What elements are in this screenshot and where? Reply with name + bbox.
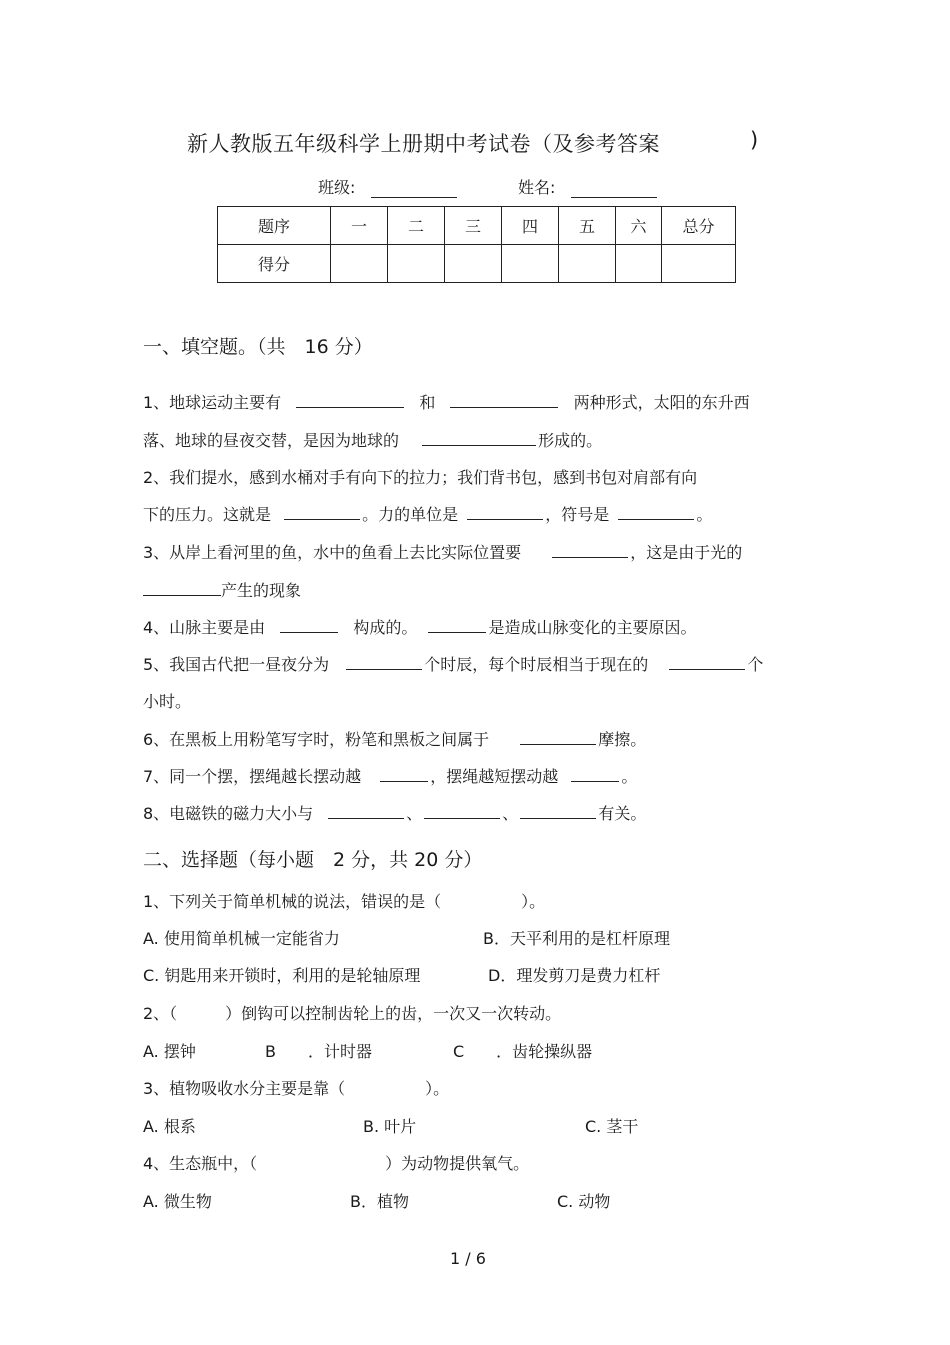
name-blank bbox=[571, 179, 657, 198]
answer-blank bbox=[428, 616, 486, 633]
question-2-line-2: 下的压力。这就是 。力的单位是 ，符号是 。 bbox=[143, 505, 713, 524]
table-row bbox=[218, 207, 736, 245]
question-4: 4、山脉主要是由 构成的。 是造成山脉变化的主要原因。 bbox=[143, 618, 697, 637]
score-cell bbox=[662, 245, 736, 283]
table-cell: 得分 bbox=[218, 245, 331, 283]
score-cell bbox=[616, 245, 662, 283]
answer-blank bbox=[467, 503, 543, 520]
question-2-line-1: 2、我们提水，感到水桶对手有向下的拉力；我们背书包，感到书包对肩部有向 bbox=[143, 468, 698, 487]
class-blank bbox=[371, 179, 457, 198]
answer-blank bbox=[424, 802, 500, 819]
table-cell: 一 bbox=[331, 207, 388, 245]
score-cell bbox=[445, 245, 502, 283]
question-3-line-1: 3、从岸上看河里的鱼，水中的鱼看上去比实际位置要 ，这是由于光的 bbox=[143, 543, 743, 562]
table-row bbox=[218, 245, 736, 283]
mc-question-1: 1、下列关于简单机械的说法，错误的是（ ）。 bbox=[143, 892, 546, 911]
class-field bbox=[318, 175, 457, 198]
table-cell: 题序 bbox=[218, 207, 331, 245]
question-1-line-2: 落、地球的昼夜交替，是因为地球的 形成的。 bbox=[143, 431, 603, 450]
section-2-heading: 二、选择题（每小题 2 分，共 20 分） bbox=[143, 849, 483, 871]
mc-option-4b: B．植物 bbox=[350, 1192, 409, 1211]
score-cell bbox=[559, 245, 616, 283]
question-8: 8、电磁铁的磁力大小与 、 、 有关。 bbox=[143, 804, 647, 823]
answer-blank bbox=[346, 653, 422, 670]
table-cell: 四 bbox=[502, 207, 559, 245]
answer-blank bbox=[296, 391, 404, 408]
mc-option-3a: A. 根系 bbox=[143, 1117, 196, 1136]
table-cell: 总分 bbox=[662, 207, 736, 245]
table-cell: 二 bbox=[388, 207, 445, 245]
name-label: 姓名: bbox=[518, 178, 556, 197]
mc-question-2: 2、（ ）倒钩可以控制齿轮上的齿，一次又一次转动。 bbox=[143, 1004, 562, 1023]
score-table bbox=[217, 206, 736, 283]
name-field bbox=[518, 175, 657, 198]
question-5-line-1: 5、我国古代把一昼夜分为 个时辰，每个时辰相当于现在的 个 bbox=[143, 655, 764, 674]
mc-question-3: 3、植物吸收水分主要是靠（ ）。 bbox=[143, 1079, 450, 1098]
question-6: 6、在黑板上用粉笔写字时，粉笔和黑板之间属于 摩擦。 bbox=[143, 730, 647, 749]
answer-blank bbox=[669, 653, 745, 670]
question-1-line-1: 1、地球运动主要有 和 两种形式，太阳的东升西 bbox=[143, 393, 750, 412]
mc-option-1a: A. 使用简单机械一定能省力 bbox=[143, 929, 340, 948]
answer-blank bbox=[280, 616, 338, 633]
answer-blank bbox=[380, 765, 428, 782]
mc-option-4c: C. 动物 bbox=[557, 1192, 611, 1211]
mc-option-3c: C. 茎干 bbox=[585, 1117, 639, 1136]
page-title-close: ) bbox=[750, 128, 759, 152]
mc-option-1d: D．理发剪刀是费力杠杆 bbox=[488, 966, 661, 985]
answer-blank bbox=[520, 728, 596, 745]
mc-option-2c: C ．齿轮操纵器 bbox=[453, 1042, 593, 1061]
answer-blank bbox=[450, 391, 558, 408]
mc-option-1c: C. 钥匙用来开锁时，利用的是轮轴原理 bbox=[143, 966, 421, 985]
answer-blank bbox=[618, 503, 694, 520]
score-cell bbox=[388, 245, 445, 283]
answer-blank bbox=[284, 503, 360, 520]
mc-question-4: 4、生态瓶中，（ ）为动物提供氧气。 bbox=[143, 1154, 530, 1173]
answer-blank bbox=[520, 802, 596, 819]
score-cell bbox=[502, 245, 559, 283]
page-number: 1 / 6 bbox=[450, 1249, 486, 1268]
mc-option-4a: A. 微生物 bbox=[143, 1192, 212, 1211]
table-cell: 三 bbox=[445, 207, 502, 245]
question-5-line-2: 小时。 bbox=[143, 692, 192, 711]
answer-blank bbox=[552, 541, 628, 558]
mc-option-3b: B. 叶片 bbox=[363, 1117, 417, 1136]
mc-option-2b: B ．计时器 bbox=[265, 1042, 372, 1061]
answer-blank bbox=[328, 802, 404, 819]
answer-blank bbox=[422, 429, 536, 446]
score-cell bbox=[331, 245, 388, 283]
answer-blank bbox=[571, 765, 619, 782]
table-cell: 五 bbox=[559, 207, 616, 245]
section-1-heading: 一、填空题。（共 16 分） bbox=[143, 336, 373, 358]
answer-blank bbox=[143, 579, 221, 596]
question-3-line-2: 产生的现象 bbox=[143, 578, 301, 601]
page-title: 新人教版五年级科学上册期中考试卷（及参考答案 bbox=[187, 132, 660, 156]
question-7: 7、同一个摆，摆绳越长摆动越 ，摆绳越短摆动越 。 bbox=[143, 767, 638, 786]
mc-option-1b: B．天平利用的是杠杆原理 bbox=[483, 929, 670, 948]
mc-option-2a: A. 摆钟 bbox=[143, 1042, 196, 1061]
table-cell: 六 bbox=[616, 207, 662, 245]
class-label: 班级: bbox=[318, 178, 356, 197]
